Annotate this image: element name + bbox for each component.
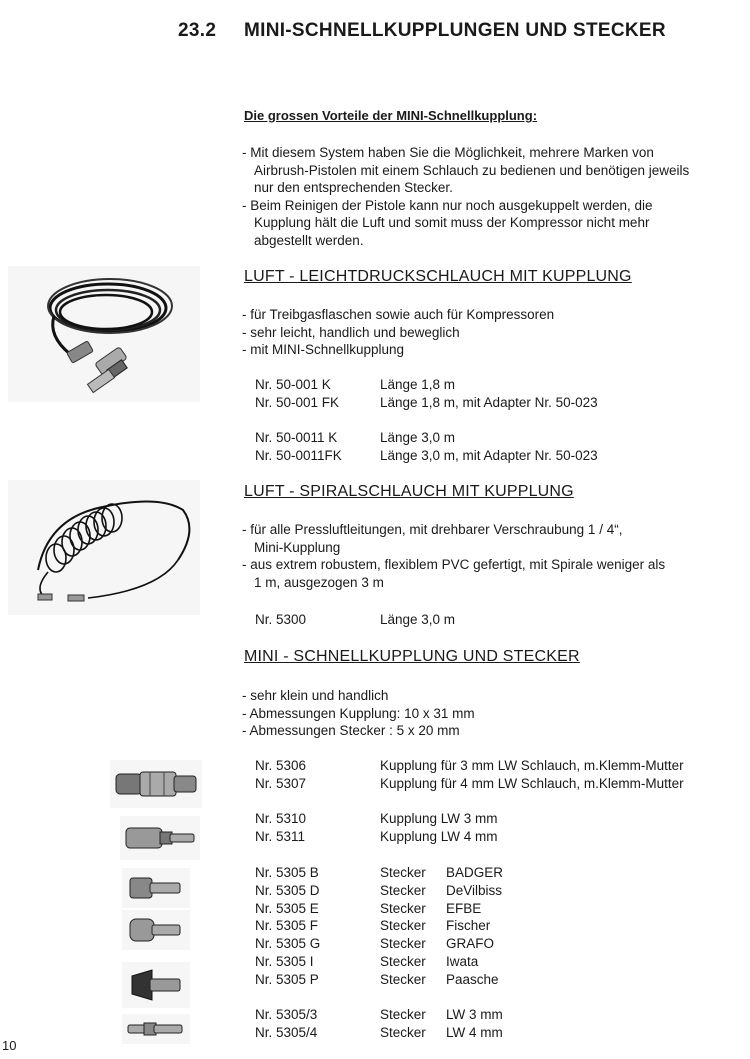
product-number: Nr. 5305 F — [255, 918, 319, 934]
product-number: Nr. 5305/3 — [255, 1007, 318, 1023]
product-number: Nr. 5306 — [255, 758, 307, 773]
advantage-line: Kupplung hält die Luft und somit muss der Kompressor nicht mehr — [254, 215, 650, 230]
section-heading-light-hose: LUFT - LEICHTDRUCKSCHLAUCH MIT KUPPLUNG — [244, 268, 632, 285]
spiral-hose-photo — [8, 480, 200, 615]
product-number: Nr. 5310 — [255, 811, 307, 827]
product-type: Stecker — [380, 900, 426, 916]
advantage-line: - Mit diesem System haben Sie die Möglichkeit, mehrere Marken von — [242, 145, 654, 160]
bullet-item: - Abmessungen Stecker : 5 x 20 mm — [242, 723, 460, 738]
bullet-item: - sehr leicht, handlich und beweglich — [242, 324, 460, 340]
hose-coupling-photo — [8, 266, 200, 402]
product-number: Nr. 5305 I — [255, 953, 314, 969]
bullet-item: - für Treibgasflaschen sowie auch für Kompressoren — [242, 307, 555, 322]
product-description: Länge 1,8 m, mit Adapter Nr. 50-023 — [380, 394, 598, 410]
product-type: Stecker — [380, 971, 426, 987]
coupling-photo-small — [120, 816, 200, 860]
bullet-item: 1 m, ausgezogen 3 m — [254, 574, 384, 590]
section-number: 23.2 — [178, 20, 217, 41]
coupling-numbers — [255, 757, 306, 846]
product-description: Kupplung für 3 mm LW Schlauch, m.Klemm-Mutter — [380, 758, 684, 773]
product-type: Stecker — [380, 936, 426, 952]
spiral-hose-product-number: Nr. 5300 — [255, 612, 307, 627]
product-number: Nr. 50-001 FK — [255, 394, 340, 410]
bullet-item: - für alle Pressluftleitungen, mit drehbarer Verschraubung 1 / 4“, — [242, 522, 623, 537]
product-description: Länge 1,8 m — [380, 377, 456, 392]
product-type: Stecker — [380, 882, 426, 898]
product-brand: EFBE — [446, 900, 482, 916]
product-number: Nr. 5305 B — [255, 865, 319, 880]
page-number: 10 — [2, 1038, 17, 1053]
product-description: Länge 3,0 m — [380, 430, 456, 446]
advantage-line: abgestellt werden. — [254, 232, 364, 248]
product-type: Stecker — [380, 865, 426, 880]
bullet-item: - sehr klein und handlich — [242, 688, 389, 703]
product-brand: Fischer — [446, 918, 491, 934]
bullet-item: Mini-Kupplung — [254, 539, 341, 555]
light-hose-bullets — [242, 306, 554, 359]
product-number: Nr. 5305 G — [255, 936, 321, 952]
product-description: Kupplung LW 3 mm — [380, 811, 498, 827]
plug-types — [380, 864, 426, 1042]
plug-photo-1 — [122, 868, 190, 908]
section-heading-mini-coupling: MINI - SCHNELLKUPPLUNG UND STECKER — [244, 648, 580, 665]
plug-numbers — [255, 864, 320, 1042]
product-brand: Iwata — [446, 953, 479, 969]
plug-photo-4 — [122, 1014, 190, 1044]
plug-brands — [446, 864, 503, 1042]
bullet-item: - mit MINI-Schnellkupplung — [242, 342, 405, 357]
product-number: Nr. 50-001 K — [255, 377, 331, 392]
product-number: Nr. 50-0011 K — [255, 430, 338, 446]
coupling-photo-large — [110, 760, 202, 808]
advantage-line: Airbrush-Pistolen mit einem Schlauch zu bedienen und benötigen jeweils — [254, 162, 690, 178]
light-hose-product-descriptions — [380, 376, 598, 465]
product-number: Nr. 5311 — [255, 829, 306, 845]
product-description: Kupplung für 4 mm LW Schlauch, m.Klemm-Mutter — [380, 775, 684, 791]
product-type: Stecker — [380, 953, 426, 969]
plug-photo-2 — [122, 910, 190, 950]
product-number: Nr. 5305 P — [255, 971, 319, 987]
product-number: Nr. 5307 — [255, 775, 307, 791]
spiral-hose-product-description: Länge 3,0 m — [380, 612, 456, 627]
page-title: MINI-SCHNELLKUPPLUNGEN UND STECKER — [244, 20, 666, 41]
product-number: Nr. 5305 D — [255, 882, 320, 898]
advantage-line: - Beim Reinigen der Pistole kann nur noch ausgekuppelt werden, die — [242, 197, 653, 213]
product-brand: LW 4 mm — [446, 1025, 503, 1041]
product-number: Nr. 5305/4 — [255, 1025, 318, 1041]
product-brand: GRAFO — [446, 936, 495, 952]
coupling-descriptions — [380, 757, 684, 846]
plug-photo-3 — [122, 962, 190, 1008]
product-type: Stecker — [380, 1025, 426, 1041]
product-type: Stecker — [380, 1007, 426, 1023]
spiral-hose-bullets — [242, 521, 665, 591]
product-brand: DeVilbiss — [446, 882, 503, 898]
product-description: Länge 3,0 m, mit Adapter Nr. 50-023 — [380, 448, 598, 464]
bullet-item: - Abmessungen Kupplung: 10 x 31 mm — [242, 705, 475, 721]
advantages-heading: Die grossen Vorteile der MINI-Schnellkupplung: — [244, 108, 538, 123]
product-brand: LW 3 mm — [446, 1007, 503, 1023]
bullet-item: - aus extrem robustem, flexiblem PVC gefertigt, mit Spirale weniger als — [242, 557, 666, 572]
mini-coupling-bullets — [242, 687, 475, 740]
advantages-text — [242, 144, 689, 249]
product-type: Stecker — [380, 918, 426, 934]
light-hose-product-numbers — [255, 376, 342, 465]
product-brand: BADGER — [446, 865, 504, 880]
product-brand: Paasche — [446, 971, 499, 987]
product-description: Kupplung LW 4 mm — [380, 829, 498, 845]
product-number: Nr. 5305 E — [255, 900, 319, 916]
section-heading-spiral-hose: LUFT - SPIRALSCHLAUCH MIT KUPPLUNG — [244, 483, 574, 500]
product-number: Nr. 50-0011FK — [255, 448, 342, 464]
advantage-line: nur den entsprechenden Stecker. — [254, 180, 453, 195]
